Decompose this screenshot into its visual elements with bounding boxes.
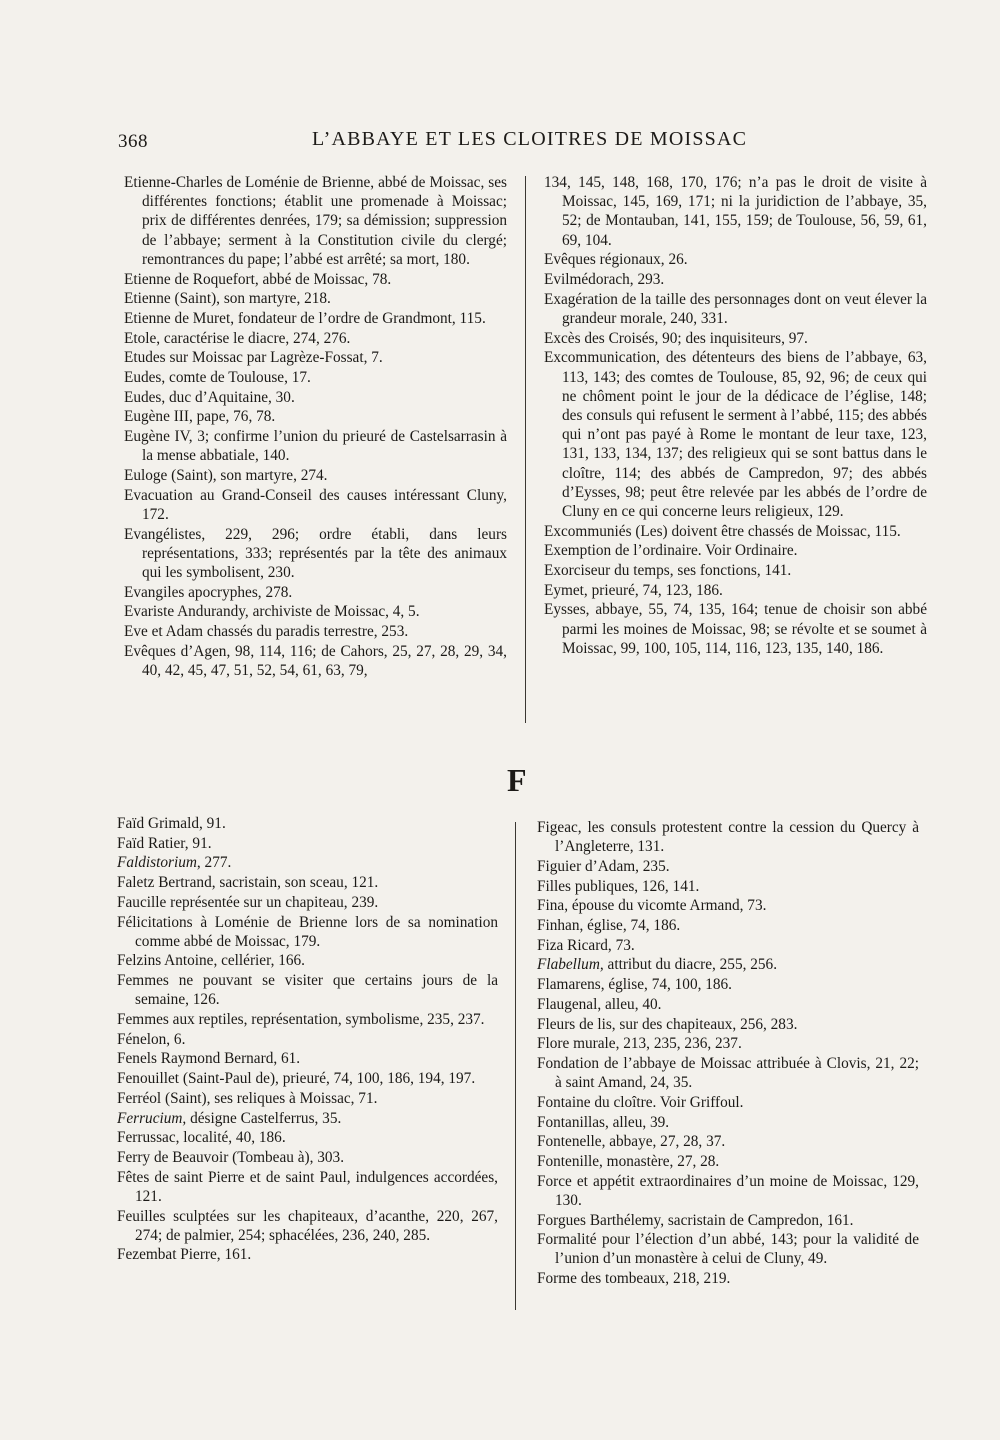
index-entry-text: Faucille représentée sur un chapiteau, 239. — [117, 893, 379, 911]
index-entry-text: Etole, caractérise le diacre, 274, 276. — [124, 329, 351, 347]
index-entry — [544, 581, 927, 600]
index-entry-text: Etienne de Roquefort, abbé de Moissac, 78. — [124, 270, 392, 288]
index-entry — [117, 1245, 498, 1264]
index-entry-text: Finhan, église, 74, 186. — [537, 917, 681, 935]
index-entry — [117, 1168, 498, 1206]
index-entry — [537, 995, 919, 1014]
index-entry-text: Evangélistes, 229, 296; ordre établi, dans leurs représentations, 333; représentés par la tête des animaux qui les symbolisent, 230. — [124, 525, 507, 582]
index-column-e-right — [544, 173, 927, 659]
index-entry — [124, 407, 507, 426]
index-entry-text: Etudes sur Moissac par Lagrèze-Fossat, 7. — [124, 349, 383, 367]
index-term-italic: Ferrucium, — [117, 1109, 187, 1127]
index-entry — [124, 173, 507, 269]
index-entry — [124, 602, 507, 621]
index-entry-text: Etienne-Charles de Loménie de Brienne, abbé de Moissac, ses différentes fonctions; établit une promenade à Moissac; prix de différentes denrées, 179; sa démission; suppression de l’abbaye; serment à la Constitution civile du clergé; remontrances du pape; l’abbé est arrêté; sa mort, 180. — [124, 174, 507, 268]
index-entry — [117, 814, 498, 833]
index-entry-text: Eugène III, pape, 76, 78. — [124, 408, 276, 426]
index-entry-text: Fontenelle, abbaye, 27, 28, 37. — [537, 1133, 726, 1151]
index-entry — [117, 1207, 498, 1245]
index-entry-text: Feuilles sculptées sur les chapiteaux, d’acanthe, 220, 267, 274; de palmier, 254; sphacélées, 236, 240, 285. — [117, 1207, 498, 1244]
index-entry-text: Faletz Bertrand, sacristain, son sceau, 121. — [117, 874, 379, 892]
index-entry-text: Evangiles apocryphes, 278. — [124, 583, 293, 601]
index-entry — [544, 561, 927, 580]
index-entry — [117, 1148, 498, 1167]
index-entry-text: Ferrussac, localité, 40, 186. — [117, 1129, 286, 1147]
index-entry — [537, 955, 919, 974]
index-entry — [544, 173, 927, 250]
index-entry-text: Felzins Antoine, cellérier, 166. — [117, 952, 305, 970]
index-entry-text: Fénelon, 6. — [117, 1030, 186, 1048]
index-entry — [537, 916, 919, 935]
index-entry — [537, 1113, 919, 1132]
index-entry — [117, 1109, 498, 1128]
index-entry — [537, 1015, 919, 1034]
index-entry-text: Fezembat Pierre, 161. — [117, 1246, 252, 1264]
index-entry — [537, 1230, 919, 1268]
index-column-f-right — [537, 818, 919, 1289]
index-entry — [124, 348, 507, 367]
index-entry-text: Force et appétit extraordinaires d’un moine de Moissac, 129, 130. — [537, 1172, 919, 1209]
index-entry-text: Forme des tombeaux, 218, 219. — [537, 1270, 731, 1288]
index-entry-text: Filles publiques, 126, 141. — [537, 877, 700, 895]
index-entry-text: Fontaine du cloître. Voir Griffoul. — [537, 1093, 744, 1111]
index-entry — [537, 1132, 919, 1151]
index-entry — [537, 818, 919, 856]
index-entry-text: Ferréol (Saint), ses reliques à Moissac, 71. — [117, 1089, 378, 1107]
index-entry — [537, 1211, 919, 1230]
index-entry-text: Excommuniés (Les) doivent être chassés de Moissac, 115. — [544, 522, 901, 540]
index-entry — [537, 1152, 919, 1171]
index-entry-text: Formalité pour l’élection d’un abbé, 143; pour la validité de l’union d’un monastère à celui de Cluny, 49. — [537, 1231, 919, 1268]
index-entry — [537, 1034, 919, 1053]
index-entry — [124, 642, 507, 680]
index-entry — [544, 600, 927, 658]
index-entry-text: Evêques d’Agen, 98, 114, 116; de Cahors, 25, 27, 28, 29, 34, 40, 42, 45, 47, 51, 52, 54, 61, 63, 79, — [124, 642, 507, 680]
index-entry-text: Etienne de Muret, fondateur de l’ordre de Grandmont, 115. — [124, 309, 486, 327]
index-entry — [117, 873, 498, 892]
index-entry-text: Fleurs de lis, sur des chapiteaux, 256, 283. — [537, 1015, 798, 1033]
index-entry-text: Eudes, duc d’Aquitaine, 30. — [124, 388, 295, 406]
index-entry-text: Fenels Raymond Bernard, 61. — [117, 1050, 301, 1068]
index-entry — [117, 834, 498, 853]
index-entry — [544, 329, 927, 348]
index-entry — [124, 486, 507, 524]
index-entry-text: Exagération de la taille des personnages dont on veut élever la grandeur morale, 240, 331. — [544, 290, 927, 327]
index-entry — [544, 290, 927, 328]
index-entry — [124, 270, 507, 289]
index-column-e-left — [124, 173, 507, 681]
index-entry — [124, 525, 507, 583]
index-entry — [537, 1172, 919, 1210]
index-entry-text: Eugène IV, 3; confirme l’union du prieuré de Castelsarrasin à la mense abbatiale, 140. — [124, 428, 507, 465]
index-entry-text: Excommunication, des détenteurs des biens de l’abbaye, 63, 113, 143; des comtes de Toulouse, 85, 92, 96; de ceux qui ne chôment point le jour de la dédicace de l’église, 148; des consuls qui refusent le serment à l’abbé, 115; des abbés qui n’ont pas payé à Rome le montant de leur taxe, 123, 131, 133, 134, 137; des religieux qui se sont battus dans le cloître, 114; des abbés de Campredon, 97; des abbés d’Eysses, 98; peut être relevée par les abbés de l’ordre de Cluny en ce qui concerne leurs religieux, 129. — [544, 349, 927, 520]
index-entry-text: Evacuation au Grand-Conseil des causes intéressant Cluny, 172. — [124, 486, 507, 523]
index-entry-text: Faïd Ratier, 91. — [117, 834, 212, 852]
column-rule-top — [525, 176, 526, 723]
index-entry-text: Femmes ne pouvant se visiter que certains jours de la semaine, 126. — [117, 972, 498, 1009]
index-entry — [537, 896, 919, 915]
index-entry-text: Evariste Andurandy, archiviste de Moissac, 4, 5. — [124, 603, 420, 621]
index-entry-text: Eysses, abbaye, 55, 74, 135, 164; tenue de choisir son abbé parmi les moines de Moissac, 98; se révolte et se soumet à Moissac, 99, 100, 105, 114, 116, 123, 135, 140, 186. — [544, 601, 927, 657]
section-letter: F — [507, 762, 527, 798]
column-rule-bottom — [515, 822, 516, 1310]
index-entry-text: Exemption de l’ordinaire. Voir Ordinaire. — [544, 542, 798, 560]
index-entry — [537, 877, 919, 896]
index-entry — [117, 1089, 498, 1108]
index-entry-text: Femmes aux reptiles, représentation, symbolisme, 235, 237. — [117, 1011, 485, 1029]
index-entry-text: Flaugenal, alleu, 40. — [537, 995, 662, 1013]
index-entry-text: Fontenille, monastère, 27, 28. — [537, 1152, 720, 1170]
index-entry-text: Forgues Barthélemy, sacristain de Campredon, 161. — [537, 1211, 854, 1229]
index-entry-text: Eudes, comte de Toulouse, 17. — [124, 369, 311, 387]
index-entry-text: désigne Castelferrus, 35. — [186, 1109, 342, 1127]
index-entry — [124, 583, 507, 602]
index-entry — [537, 975, 919, 994]
index-entry-text: Etienne (Saint), son martyre, 218. — [124, 290, 331, 308]
index-entry — [544, 250, 927, 269]
index-entry-text: Evêques régionaux, 26. — [544, 251, 688, 269]
index-entry — [124, 388, 507, 407]
index-term-italic: Faldistorium — [117, 854, 197, 872]
index-entry — [544, 270, 927, 289]
index-entry — [124, 329, 507, 348]
index-entry-text: Eymet, prieuré, 74, 123, 186. — [544, 581, 723, 599]
index-entry-text: Fiza Ricard, 73. — [537, 936, 635, 954]
index-entry — [117, 951, 498, 970]
index-entry — [537, 1269, 919, 1288]
index-entry-text: Eve et Adam chassés du paradis terrestre, 253. — [124, 623, 409, 641]
index-entry — [537, 936, 919, 955]
index-entry — [124, 368, 507, 387]
index-entry-text: Excès des Croisés, 90; des inquisiteurs, 97. — [544, 329, 808, 347]
index-entry — [124, 289, 507, 308]
index-entry-text: Fêtes de saint Pierre et de saint Paul, indulgences accordées, 121. — [117, 1168, 498, 1205]
index-entry — [124, 622, 507, 641]
index-entry-text: , 277. — [196, 854, 232, 872]
index-entry — [117, 853, 498, 872]
running-title: L’ABBAYE ET LES CLOITRES DE MOISSAC — [312, 128, 748, 150]
index-entry-text: Ferry de Beauvoir (Tombeau à), 303. — [117, 1148, 345, 1166]
index-entry-text: Fenouillet (Saint-Paul de), prieuré, 74, 100, 186, 194, 197. — [117, 1070, 476, 1088]
index-entry — [544, 522, 927, 541]
index-entry-text: Fontanillas, alleu, 39. — [537, 1113, 670, 1131]
index-entry-text: Exorciseur du temps, ses fonctions, 141. — [544, 562, 792, 580]
index-entry-text: 134, 145, 148, 168, 170, 176; n’a pas le droit de visite à Moissac, 145, 169, 171; ni la juridiction de l’abbaye, 35, 52; de Montauban, 141, 155, 159; de Toulouse, 56, 59, 61, 69, 104. — [544, 174, 927, 249]
index-entry — [537, 857, 919, 876]
index-entry — [117, 913, 498, 951]
index-entry — [124, 427, 507, 465]
index-entry-text: Figeac, les consuls protestent contre la cession du Quercy à l’Angleterre, 131. — [537, 819, 919, 856]
index-entry — [117, 1010, 498, 1029]
index-entry — [117, 893, 498, 912]
index-entry — [544, 541, 927, 560]
index-entry-text: Flore murale, 213, 235, 236, 237. — [537, 1035, 742, 1053]
index-entry-text: Faïd Grimald, 91. — [117, 815, 226, 832]
index-entry — [124, 466, 507, 485]
index-entry-text: Flamarens, église, 74, 100, 186. — [537, 976, 733, 994]
index-entry — [117, 1069, 498, 1088]
page-number: 368 — [118, 131, 148, 152]
index-column-f-left — [117, 814, 498, 1265]
index-entry-text: Fondation de l’abbaye de Moissac attribuée à Clovis, 21, 22; à saint Amand, 24, 35. — [537, 1054, 919, 1092]
index-entry — [124, 309, 507, 328]
index-entry-text: Fina, épouse du vicomte Armand, 73. — [537, 897, 767, 915]
index-entry — [544, 348, 927, 521]
index-entry-text: Figuier d’Adam, 235. — [537, 857, 670, 875]
index-entry-text: Euloge (Saint), son martyre, 274. — [124, 467, 328, 485]
index-entry — [537, 1054, 919, 1092]
index-term-italic: Flabellum, — [537, 956, 604, 974]
index-entry-text: Evilmédorach, 293. — [544, 271, 665, 289]
index-entry — [117, 1049, 498, 1068]
index-entry — [117, 1030, 498, 1049]
index-entry — [537, 1093, 919, 1112]
index-entry — [117, 971, 498, 1009]
index-entry-text: attribut du diacre, 255, 256. — [603, 956, 778, 974]
index-entry — [117, 1128, 498, 1147]
index-entry-text: Félicitations à Loménie de Brienne lors de sa nomination comme abbé de Moissac, 179. — [117, 913, 498, 950]
